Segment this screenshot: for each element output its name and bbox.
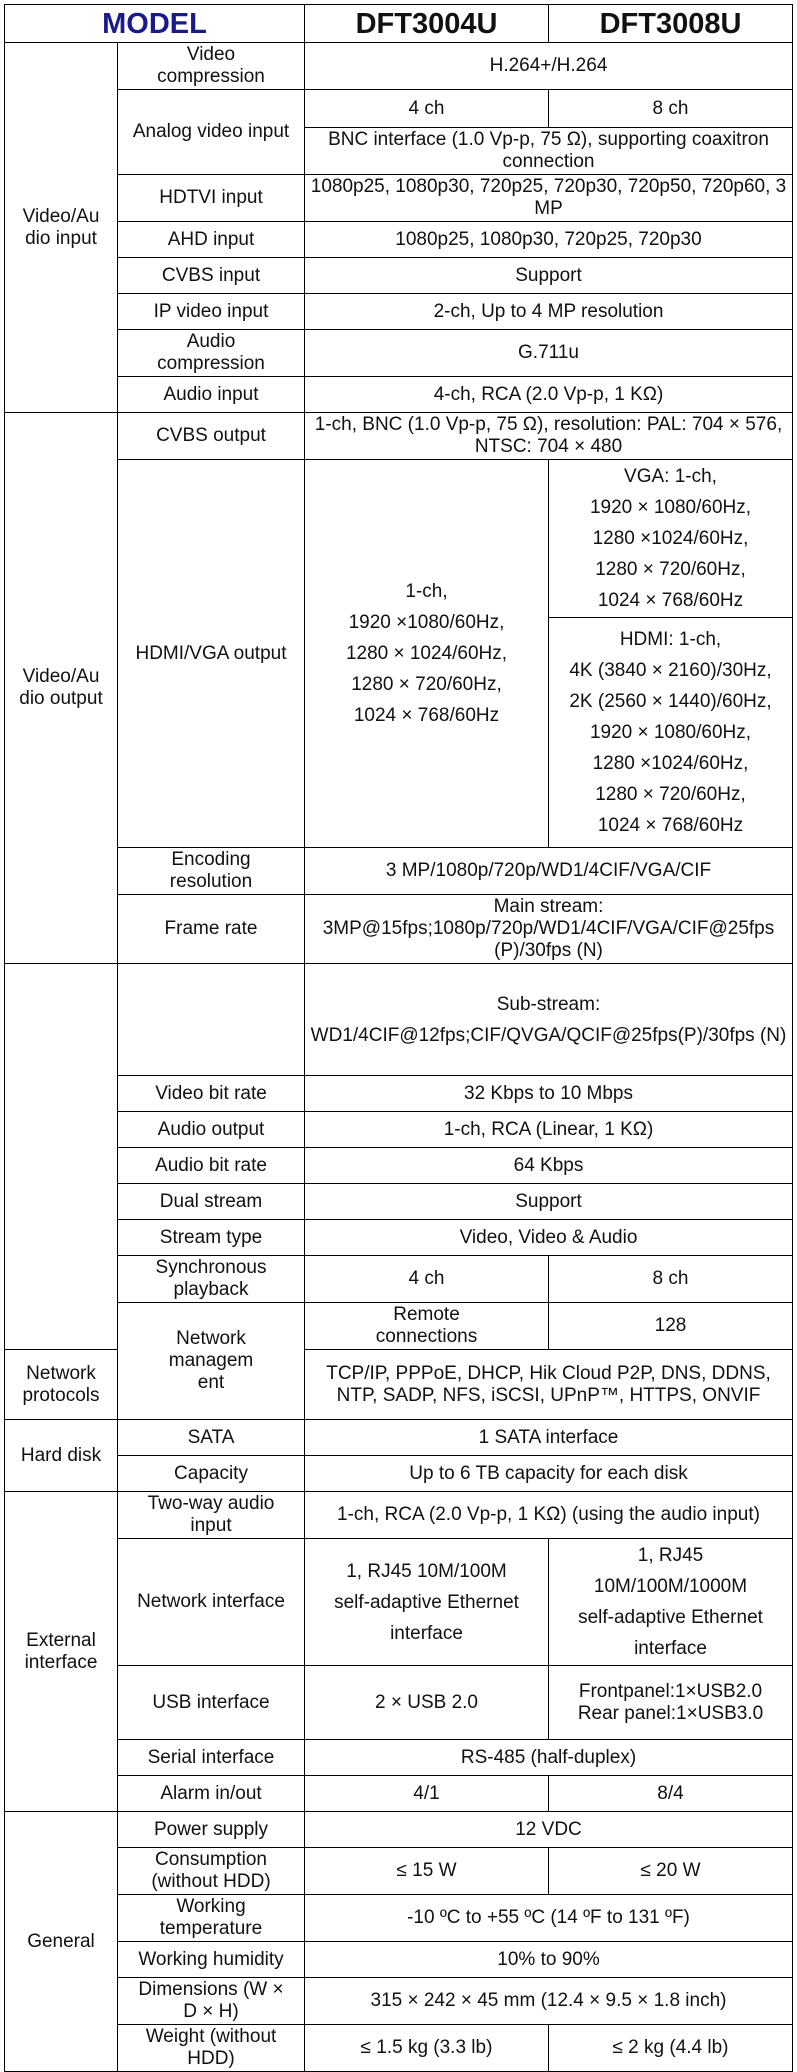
row-value: H.264+/H.264	[305, 43, 793, 90]
row-label: Alarm in/out	[118, 1776, 305, 1812]
row-value: Main stream: 3MP@15fps;1080p/720p/WD1/4CIF/VGA/CIF@25fps (P)/30fps (N)	[305, 895, 793, 964]
model-dft3008u-header: DFT3008U	[549, 5, 793, 43]
group-video-audio-input: Video/Au dio input	[5, 43, 118, 413]
model-header: MODEL	[5, 5, 305, 43]
row-value: 32 Kbps to 10 Mbps	[305, 1076, 793, 1112]
table-row	[5, 1848, 793, 1895]
group-external-interface: External interface	[5, 1492, 118, 1812]
table-row	[5, 258, 793, 294]
row-label: CVBS output	[118, 413, 305, 460]
table-row	[5, 294, 793, 330]
row-value-dft3008u: 8 ch	[549, 1256, 793, 1303]
row-value: 10% to 90%	[305, 1942, 793, 1978]
table-row	[5, 330, 793, 377]
row-label: SATA	[118, 1420, 305, 1456]
table-row	[5, 1740, 793, 1776]
row-label: Working humidity	[118, 1942, 305, 1978]
row-value-dft3004u: 4 ch	[305, 1256, 549, 1303]
row-label: Stream type	[118, 1220, 305, 1256]
table-row	[5, 1539, 793, 1666]
row-value: 1-ch, RCA (Linear, 1 KΩ)	[305, 1112, 793, 1148]
table-row	[5, 1076, 793, 1112]
row-label: Video bit rate	[118, 1076, 305, 1112]
table-row	[5, 1220, 793, 1256]
table-row	[5, 1456, 793, 1492]
table-row	[5, 1420, 793, 1456]
row-label: Video compression	[118, 43, 305, 90]
row-label: Remote connections	[305, 1303, 549, 1350]
row-value: Video, Video & Audio	[305, 1220, 793, 1256]
row-value: RS-485 (half-duplex)	[305, 1740, 793, 1776]
row-value: TCP/IP, PPPoE, DHCP, Hik Cloud P2P, DNS, DDNS, NTP, SADP, NFS, iSCSI, UPnP™, HTTPS, ONVIF	[305, 1350, 793, 1420]
row-label: Analog video input	[118, 90, 305, 175]
row-value-dft3008u: Frontpanel:1×USB2.0 Rear panel:1×USB3.0	[549, 1666, 793, 1740]
row-label: HDMI/VGA output	[118, 460, 305, 848]
row-value: Support	[305, 1184, 793, 1220]
table-row	[5, 1812, 793, 1848]
row-value-dft3004u: 4/1	[305, 1776, 549, 1812]
row-label: Consumption (without HDD)	[118, 1848, 305, 1895]
table-row	[5, 90, 793, 128]
row-label: Audio compression	[118, 330, 305, 377]
table-row	[5, 895, 793, 964]
group-empty	[5, 964, 118, 1350]
table-row	[5, 413, 793, 460]
table-row	[5, 1978, 793, 2025]
row-label: Audio output	[118, 1112, 305, 1148]
table-row	[5, 460, 793, 618]
row-value-dft3004u: 4 ch	[305, 90, 549, 128]
header-row	[5, 5, 793, 43]
row-label: Synchronous playback	[118, 1256, 305, 1303]
row-value-dft3008u: 8 ch	[549, 90, 793, 128]
table-row	[5, 1184, 793, 1220]
row-value: Sub-stream: WD1/4CIF@12fps;CIF/QVGA/QCIF@25fps(P)/30fps (N)	[305, 964, 793, 1076]
table-row	[5, 222, 793, 258]
row-value: 1080p25, 1080p30, 720p25, 720p30	[305, 222, 793, 258]
row-label: Network interface	[118, 1539, 305, 1666]
row-value-dft3004u: ≤ 1.5 kg (3.3 lb)	[305, 2025, 549, 2072]
group-hard-disk: Hard disk	[5, 1420, 118, 1492]
table-row	[5, 1303, 793, 1350]
table-row	[5, 43, 793, 90]
row-value: 1-ch, RCA (2.0 Vp-p, 1 KΩ) (using the audio input)	[305, 1492, 793, 1539]
row-value: 12 VDC	[305, 1812, 793, 1848]
table-row	[5, 2025, 793, 2072]
group-network-management: Network managem ent	[118, 1303, 305, 1420]
row-value: 1 SATA interface	[305, 1420, 793, 1456]
row-label: CVBS input	[118, 258, 305, 294]
row-label: Serial interface	[118, 1740, 305, 1776]
row-label: Power supply	[118, 1812, 305, 1848]
table-row	[5, 1148, 793, 1184]
row-label: Working temperature	[118, 1895, 305, 1942]
group-general: General	[5, 1812, 118, 2072]
table-row	[5, 964, 793, 1076]
table-row	[5, 1492, 793, 1539]
model-dft3004u-header: DFT3004U	[305, 5, 549, 43]
row-label: Audio bit rate	[118, 1148, 305, 1184]
row-value: BNC interface (1.0 Vp-p, 75 Ω), supporting coaxitron connection	[305, 128, 793, 175]
row-label: Frame rate	[118, 895, 305, 964]
table-row	[5, 1895, 793, 1942]
row-value: 1-ch, BNC (1.0 Vp-p, 75 Ω), resolution: PAL: 704 × 576, NTSC: 704 × 480	[305, 413, 793, 460]
row-value: G.711u	[305, 330, 793, 377]
row-value-dft3004u: 2 × USB 2.0	[305, 1666, 549, 1740]
row-value: 64 Kbps	[305, 1148, 793, 1184]
row-label: HDTVI input	[118, 175, 305, 222]
row-value: -10 ºC to +55 ºC (14 ºF to 131 ºF)	[305, 1895, 793, 1942]
row-label: Capacity	[118, 1456, 305, 1492]
row-label	[118, 964, 305, 1076]
row-value-dft3004u: 1, RJ45 10M/100M self-adaptive Ethernet interface	[305, 1539, 549, 1666]
row-value: 315 × 242 × 45 mm (12.4 × 9.5 × 1.8 inch)	[305, 1978, 793, 2025]
table-row	[5, 1256, 793, 1303]
table-row	[5, 848, 793, 895]
row-value: Up to 6 TB capacity for each disk	[305, 1456, 793, 1492]
row-label: IP video input	[118, 294, 305, 330]
row-value-dft3008u: ≤ 20 W	[549, 1848, 793, 1895]
row-label: Dimensions (W × D × H)	[118, 1978, 305, 2025]
row-label: Two-way audio input	[118, 1492, 305, 1539]
row-value-dft3008u-vga: VGA: 1-ch, 1920 × 1080/60Hz, 1280 ×1024/60Hz, 1280 × 720/60Hz, 1024 × 768/60Hz	[549, 460, 793, 618]
row-label: Encoding resolution	[118, 848, 305, 895]
row-value: 2-ch, Up to 4 MP resolution	[305, 294, 793, 330]
table-row	[5, 1112, 793, 1148]
row-value: 4-ch, RCA (2.0 Vp-p, 1 KΩ)	[305, 377, 793, 413]
group-video-audio-output: Video/Au dio output	[5, 413, 118, 964]
table-row	[5, 175, 793, 222]
row-label: AHD input	[118, 222, 305, 258]
row-value: 3 MP/1080p/720p/WD1/4CIF/VGA/CIF	[305, 848, 793, 895]
row-value-dft3004u: ≤ 15 W	[305, 1848, 549, 1895]
table-row	[5, 377, 793, 413]
row-value-dft3008u: 8/4	[549, 1776, 793, 1812]
table-row	[5, 1666, 793, 1740]
row-label: Network protocols	[5, 1350, 118, 1420]
row-label: Dual stream	[118, 1184, 305, 1220]
table-row	[5, 1776, 793, 1812]
row-label: Audio input	[118, 377, 305, 413]
row-value: 128	[549, 1303, 793, 1350]
row-value-dft3008u: 1, RJ45 10M/100M/1000M self-adaptive Ethernet interface	[549, 1539, 793, 1666]
row-value: 1080p25, 1080p30, 720p25, 720p30, 720p50, 720p60, 3 MP	[305, 175, 793, 222]
row-label: Weight (without HDD)	[118, 2025, 305, 2072]
table-row	[5, 1942, 793, 1978]
row-label: USB interface	[118, 1666, 305, 1740]
row-value-dft3008u-hdmi: HDMI: 1-ch, 4K (3840 × 2160)/30Hz, 2K (2560 × 1440)/60Hz, 1920 × 1080/60Hz, 1280 ×1024/60Hz, 1280 × 720/60Hz, 1024 × 768/60Hz	[549, 618, 793, 848]
row-value: Support	[305, 258, 793, 294]
row-value-dft3008u: ≤ 2 kg (4.4 lb)	[549, 2025, 793, 2072]
spec-table	[4, 4, 793, 2072]
row-value-dft3004u: 1-ch, 1920 ×1080/60Hz, 1280 × 1024/60Hz, 1280 × 720/60Hz, 1024 × 768/60Hz	[305, 460, 549, 848]
